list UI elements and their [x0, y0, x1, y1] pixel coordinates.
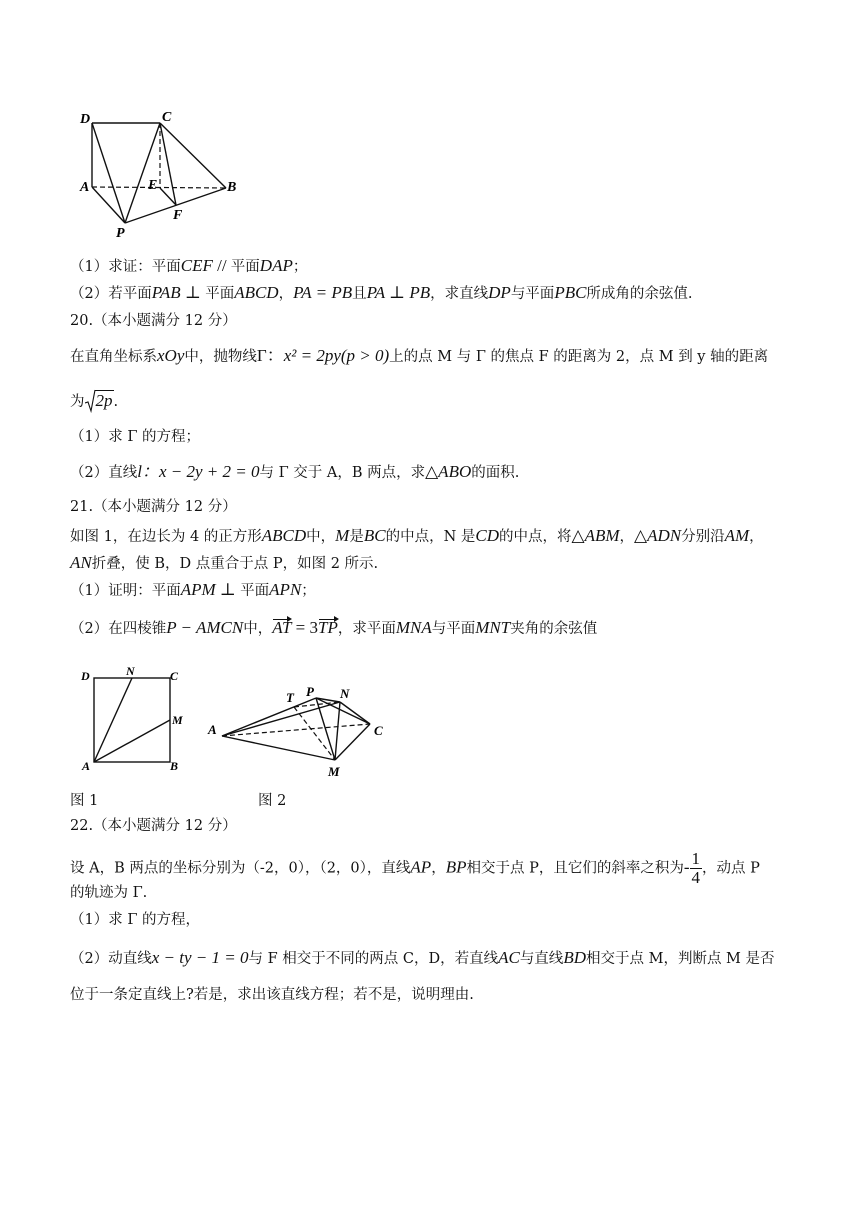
figure-q19-pyramid — [72, 95, 252, 240]
fig21b-label-c: C — [374, 723, 383, 738]
q19-part2: （2）若平面PAB ⊥ 平面ABCD，PA = PB且PA ⊥ PB，求直线DP与平面PBC所成角的余弦值. — [70, 283, 693, 302]
figure-2-caption: 图 2 — [258, 793, 287, 809]
fig21b-label-t: T — [286, 690, 294, 705]
q20-stem: 在直角坐标系xOy中，抛物线Γ：x² = 2py(p > 0)上的点 M 与 Γ 的焦点 F 的距离为 2，点 M 到 y 轴的距离 — [70, 346, 769, 365]
fig21b-label-a: A — [208, 722, 217, 737]
q22-part2-line2: 位于一条定直线上?若是，求出该直线方程；若不是，说明理由. — [70, 987, 474, 1003]
q21-stem1: 如图 1，在边长为 4 的正方形ABCD中，M是BC的中点，N 是CD的中点，将△ABM，△ADN分别沿AM， — [70, 526, 764, 545]
vector-tp: TP — [318, 618, 338, 637]
q21-part1: （1）证明：平面APM ⊥ 平面APN； — [70, 580, 316, 599]
fig21a-label-d: D — [81, 669, 90, 683]
fig21b-label-n: N — [340, 686, 350, 701]
q19-part1: （1）求证：平面CEF // 平面DAP； — [70, 256, 308, 275]
fig21b-label-m: M — [328, 764, 340, 779]
fig21a-label-m: M — [172, 713, 183, 727]
fig21a-label-n: N — [126, 664, 135, 678]
q20-stem-cont: 为 2p. — [70, 391, 119, 410]
q21-heading: 21.（本小题满分 12 分） — [70, 499, 237, 515]
vector-at: AT — [272, 618, 292, 637]
fig19-label-a: A — [80, 180, 90, 195]
fig19-label-c: C — [162, 110, 172, 125]
q22-part1: （1）求 Γ 的方程， — [70, 912, 201, 928]
fig19-label-p: P — [116, 226, 125, 240]
q20-part2: （2）直线l：x − 2y + 2 = 0与 Γ 交于 A，B 两点，求△ABO的面积. — [70, 462, 520, 481]
fig21a-label-b: B — [170, 759, 179, 773]
figure-1-caption: 图 1 — [70, 793, 99, 809]
q22-heading: 22.（本小题满分 12 分） — [70, 818, 237, 834]
q22-part2: （2）动直线x − ty − 1 = 0与 F 相交于不同的两点 C，D，若直线AC与直线BD相交于点 M，判断点 M 是否 — [70, 948, 775, 967]
fig19-label-b: B — [227, 180, 237, 195]
q22-stem2: 的轨迹为 Γ. — [70, 885, 148, 901]
q21-stem2: AN折叠，使 B，D 点重合于点 P，如图 2 所示. — [70, 553, 379, 572]
figure-q21-pyramid — [200, 680, 400, 780]
figure-q21-square — [76, 664, 196, 774]
fig19-label-f: F — [173, 208, 183, 223]
fig21a-label-a: A — [82, 759, 91, 773]
fig21a-label-c: C — [170, 669, 179, 683]
fraction-one-quarter: $\frac{1}{4}$ — [691, 849, 701, 887]
fig19-label-e: E — [148, 178, 158, 193]
q20-heading: 20.（本小题满分 12 分） — [70, 313, 237, 329]
sqrt-2p: 2p — [85, 391, 114, 412]
q22-stem: 设 A，B 两点的坐标分别为（-2，0），（2，0），直线AP，BP相交于点 P，且它们的斜率之积为- $\frac{1}{4}$ ，动点 P — [70, 849, 760, 887]
fig19-label-d: D — [80, 112, 91, 127]
q21-part2: （2）在四棱锥P − AMCN中，AT = 3TP，求平面MNA与平面MNT夹角的余弦值 — [70, 618, 598, 637]
fig21b-label-p: P — [306, 684, 314, 699]
q20-part1: （1）求 Γ 的方程； — [70, 429, 201, 445]
